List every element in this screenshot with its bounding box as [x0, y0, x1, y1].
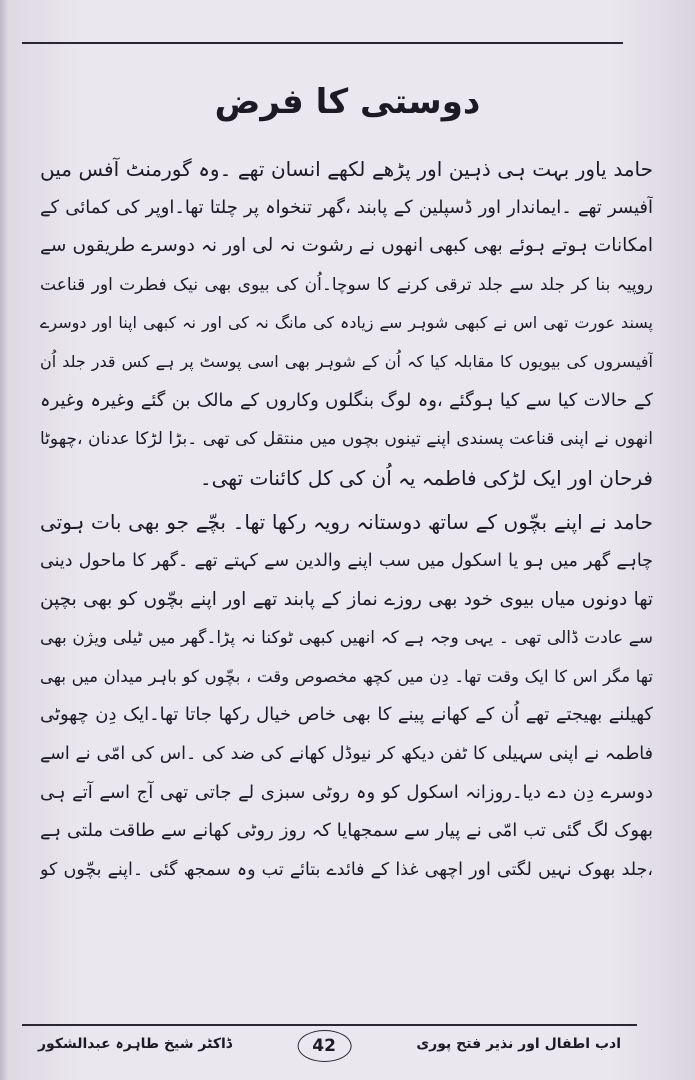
- text-line: انھوں نے اپنی قناعت پسندی اپنے تینوں بچوں میں منتقل کی تھی ۔بڑا لڑکا عدنان ،چھوٹا: [40, 429, 653, 450]
- text-line: آفیسر تھے ۔ایماندار اور ڈسپلین کے پابند ،گھر تنخواہ پر چلتا تھا۔اوپر کی کمائی کے: [40, 196, 653, 218]
- page-number: 42: [297, 1030, 351, 1062]
- body-text: [40, 150, 653, 889]
- text-line: تھا دونوں میاں بیوی خود بھی روزے نماز کے پابند تھے اور اپنے بچّوں کو بھی بچپن: [40, 588, 653, 610]
- footer-book-title: ادب اطفال اور نذیر فتح پوری: [416, 1036, 621, 1052]
- text-line: پسند عورت تھی اس نے کبھی شوہر سے زیادہ کی مانگ نہ کی اور نہ کبھی اپنا اور دوسرے: [40, 313, 653, 333]
- text-line: تھا مگر اس کا ایک وقت تھا۔ دِن میں کچھ مخصوص وقت ، بچّوں کو باہر میدان میں بھی: [40, 666, 653, 686]
- text-line: حامد نے اپنے بچّوں کے ساتھ دوستانہ رویہ رکھا تھا۔ بچّے جو بھی بات ہوتی: [40, 510, 653, 535]
- bottom-rule: [22, 1024, 637, 1026]
- page-footer: [24, 1028, 635, 1068]
- text-line: آفیسروں کی بیویوں کا مقابلہ کیا کہ اُن کے شوہر بھی اسی پوسٹ پر ہے کس قدر جلد اُن: [40, 351, 653, 371]
- text-line: کھیلنے بھیجتے تھے اُن کے کھانے پینے کا بھی خاص خیال رکھا جاتا تھا۔ایک دِن چھوٹی: [40, 704, 653, 726]
- text-line: روپیہ بنا کر جلد سے جلد ترقی کرنے کا سوچا۔اُن کی بیوی بھی نیک فطرت اور قناعت: [40, 274, 653, 295]
- text-line: فرحان اور ایک لڑکی فاطمہ یہ اُن کی کل کائنات تھی۔: [199, 465, 653, 490]
- text-line: سے عادت ڈالی تھی ۔ یہی وجہ ہے کہ انھیں کبھی ٹوکنا نہ پڑا۔گھر میں ٹیلی ویژن بھی: [40, 628, 653, 649]
- text-line: بھوک لگ گئی تب امّی نے پیار سے سمجھایا کہ روز روٹی کھانے سے طاقت ملتی ہے: [40, 820, 653, 842]
- text-line: دوسرے دِن دے دیا۔روزانہ اسکول کو وہ روٹی سبزی لے جاتی تھی آج اسے آتے ہی: [40, 781, 653, 803]
- text-line: کے حالات کیا سے کیا ہوگئے ،وہ لوگ بنگلوں وکاروں کے مالک بن گئے وغیرہ وغیرہ: [40, 389, 653, 411]
- top-rule: [22, 42, 623, 44]
- text-line: ،جلد بھوک نہیں لگتی اور اچھی غذا کے فائدے بتائے تب وہ سمجھ گئی ۔اپنے بچّوں کو: [40, 859, 653, 880]
- text-line: چاہے گھر میں ہو یا اسکول میں سب اپنے والدین سے کہتے تھے ۔گھر کا ماحول دینی: [40, 550, 653, 571]
- page-title: دوستی کا فرض: [214, 82, 481, 122]
- text-line: امکانات ہوتے ہوئے بھی کبھی انھوں نے رشوت نہ لی اور نہ دوسرے طریقوں سے: [40, 235, 653, 257]
- text-line: فاطمہ نے اپنی سہیلی کا ٹفن دیکھ کر نیوڈل کھانے کی ضد کی ۔اس کی امّی نے اسے: [40, 743, 653, 764]
- text-line: حامد یاور بہت ہی ذہین اور پڑھے لکھے انسان تھے ۔وہ گورمنٹ آفس میں: [40, 157, 653, 181]
- footer-author: ڈاکٹر شیخ طاہرہ عبدالشکور: [38, 1036, 232, 1052]
